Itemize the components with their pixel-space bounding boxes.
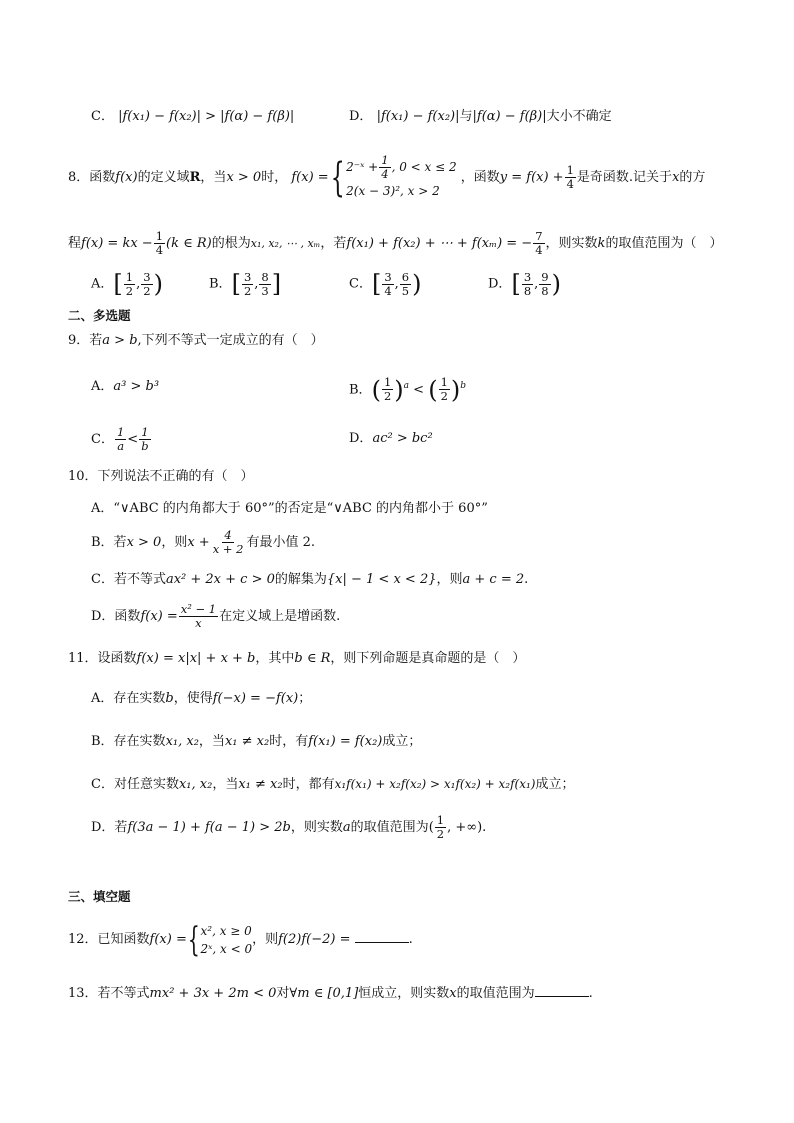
q10-stem: 10．下列说法不正确的有（ ） [68, 469, 254, 484]
fraction [382, 376, 393, 403]
fraction [139, 426, 150, 453]
math-expression: x₁f(x₁) + x₂f(x₂) > x₁f(x₂) + x₂f(x₁) [334, 777, 536, 791]
math-expression: f(x) [115, 170, 138, 185]
numerator: 9 [541, 269, 549, 284]
q8-option-d: D．[ $\frac{3}{8}$ , $\frac{9}{8}$ ) [488, 269, 561, 298]
math-expression: , 0 < x ≤ 2 [391, 160, 457, 174]
text: ,下列不等式一定成立的有（ ） [137, 333, 324, 348]
text: 13．若不等式 [68, 986, 150, 1001]
text: 成立； [535, 777, 575, 792]
numerator: 1 [116, 425, 125, 439]
option-label: D． [349, 109, 373, 124]
case-2: 2(x − 3)², x > 2 [346, 184, 440, 198]
math-expression: a + c = 2 [462, 572, 525, 587]
denominator: x [195, 616, 202, 630]
fraction [259, 271, 270, 298]
fraction [211, 529, 246, 556]
bracket: [ [511, 270, 521, 298]
math-expression: f(x) = [140, 609, 178, 624]
math-expression: |f(x₁) − f(x₂)| [376, 109, 460, 124]
option-label: A． [91, 276, 114, 292]
q10-option-a: A．“∨ABC 的内角都大于 60°”的否定是“∨ABC 的内角都小于 60°” [91, 501, 488, 516]
text: 与 [459, 109, 473, 124]
q9-option-c [91, 424, 152, 456]
text: A．存在实数 [91, 691, 166, 706]
math-expression: f(x) = kx − [81, 236, 153, 251]
denominator: 5 [401, 283, 410, 298]
bracket: ) [153, 270, 163, 298]
q8-stem-line2 [68, 229, 722, 259]
case-1: x², x ≥ 0 [200, 923, 252, 938]
math-expression: f(x) = [149, 932, 187, 947]
text: . [408, 932, 413, 947]
text: C．若不等式 [91, 572, 166, 587]
text: 成立； [382, 734, 422, 749]
text: ，其中 [255, 651, 295, 666]
numerator: 8 [261, 269, 269, 284]
fraction [154, 230, 165, 257]
bracket: [ [231, 270, 241, 298]
math-expression: ∀m ∈ [0,1] [289, 986, 359, 1001]
text: 9．若 [68, 333, 103, 348]
text: 的取值范围为 [350, 820, 429, 835]
text: 时，有 [269, 734, 309, 749]
fraction [565, 164, 576, 191]
text: 时，都有 [282, 777, 335, 792]
text: . [524, 572, 529, 587]
denominator: 2 [436, 827, 445, 841]
text: ，则实数 [290, 820, 343, 835]
fraction [179, 603, 218, 630]
text: 11．设函数 [68, 651, 137, 666]
text: D．若 [91, 820, 128, 835]
text: ，若 [320, 236, 347, 251]
q11-option-b [91, 733, 421, 751]
denominator: b [141, 439, 149, 453]
math-expression: a > b [102, 333, 138, 348]
text: B．存在实数 [91, 734, 166, 749]
fraction [242, 271, 253, 298]
text: 函数 [89, 170, 116, 185]
fraction [382, 271, 393, 298]
denominator: 8 [523, 283, 532, 298]
math-expression: x > 0 [226, 170, 262, 185]
text: ，则 [252, 932, 279, 947]
math-symbol: k [597, 236, 606, 251]
denominator: 2 [125, 283, 134, 298]
text: ，当 [212, 777, 239, 792]
text: B．若 [91, 535, 127, 550]
math-expression: x₁ ≠ x₂ [224, 734, 270, 749]
math-symbol: ( [428, 820, 434, 835]
denominator: 4 [535, 243, 543, 257]
q11-option-c [91, 775, 575, 794]
math-symbol: < [413, 382, 425, 398]
q8-option-b: B．[ $\frac{3}{2}$ , $\frac{8}{3}$ ] [209, 269, 282, 298]
fraction [400, 271, 411, 298]
fraction [533, 230, 544, 257]
math-expression: x₁, x₂ [165, 734, 199, 749]
text: ，函数 [460, 170, 500, 185]
text: . [588, 986, 593, 1001]
text: ，当 [198, 734, 225, 749]
text: 的方 [679, 170, 706, 185]
numerator: 4 [224, 528, 232, 542]
denominator: x + 2 [212, 542, 244, 556]
q8-option-c: C．[ $\frac{3}{4}$ , $\frac{6}{5}$ ) [349, 269, 422, 298]
q12-stem [68, 918, 413, 962]
q11-option-d [91, 811, 486, 845]
math-expression: x > 0 [126, 535, 162, 550]
denominator: a [117, 439, 125, 453]
text: ，当 [200, 170, 227, 185]
bracket: ] [271, 270, 282, 298]
fraction [141, 271, 152, 298]
q7-option-c [91, 108, 294, 126]
math-expression: f(2)f(−2) = [278, 932, 351, 947]
denominator: 4 [566, 177, 574, 191]
math-expression: mx² + 3x + 2m < 0 [149, 986, 277, 1001]
text: D．函数 [91, 609, 141, 624]
q11-stem [68, 650, 525, 668]
option-label: C． [91, 109, 114, 124]
numerator: 6 [401, 269, 410, 284]
text: 是奇函数.记关于 [576, 170, 673, 185]
denominator: 2 [440, 389, 448, 404]
option-label: D． [349, 431, 373, 446]
q9-option-a [91, 378, 159, 396]
math-expression: f(−x) = −f(x) [212, 691, 299, 706]
math-expression: {x| − 1 < x < 2} [326, 572, 437, 587]
left-brace: { [187, 919, 200, 960]
math-expression: x₁, x₂, ⋯ , xₘ [250, 237, 321, 250]
math-expression: x₁, x₂ [178, 777, 213, 792]
numerator: 1 [436, 813, 445, 827]
q8-option-a: A．[ $\frac{1}{2}$ , $\frac{3}{2}$ ) [91, 269, 163, 298]
q13-stem [68, 984, 593, 1003]
denominator: 4 [155, 243, 164, 257]
math-expression: f(x₁) + f(x₂) + ⋯ + f(xₘ) = − [346, 236, 533, 251]
math-expression: f(x) = x|x| + x + b [136, 651, 256, 666]
piecewise-cases [201, 922, 253, 958]
exponent: a [403, 381, 410, 391]
numerator: x² − 1 [180, 602, 217, 616]
text: 有最小值 2. [246, 535, 315, 550]
math-symbol: b [165, 691, 174, 706]
text: 的定义域 [137, 170, 190, 185]
numerator: 1 [383, 375, 392, 390]
text: ，则 [436, 572, 463, 587]
text: C．对任意实数 [91, 777, 179, 792]
q9-option-d [349, 430, 433, 448]
math-expression: x₁ ≠ x₂ [238, 777, 283, 792]
text: 的取值范围为 [456, 986, 535, 1001]
text: 的取值范围为（ ） [605, 236, 723, 251]
q8-stem-line1 [68, 154, 705, 201]
math-expression: f(x₁) = f(x₂) [308, 734, 383, 749]
text: ，使得 [173, 691, 213, 706]
math-expression: x + [187, 535, 210, 550]
math-expression: |f(x₁) − f(x₂)| > |f(α) − f(β)| [118, 109, 295, 124]
math-expression: (k ∈ R) [166, 236, 212, 251]
text: 大小不确定 [546, 109, 612, 124]
answer-blank[interactable] [535, 984, 589, 997]
q9-stem [68, 332, 324, 350]
math-expression: |f(α) − f(β)| [472, 109, 547, 124]
section-heading-multiple-choice: 二、多选题 [68, 308, 131, 323]
case-2: 2ˣ, x < 0 [200, 941, 253, 956]
text: 程 [68, 236, 82, 251]
q11-option-a [91, 690, 311, 708]
math-symbol: x [449, 986, 457, 1001]
numerator: 1 [141, 425, 149, 439]
fraction [435, 814, 446, 841]
piecewise-cases [346, 154, 456, 201]
q7-option-d [349, 108, 612, 126]
math-symbol: x [672, 170, 680, 185]
numerator: 7 [535, 229, 543, 243]
text: ； [298, 691, 312, 706]
math-symbol: < [127, 432, 139, 447]
denominator: 2 [143, 283, 151, 298]
fraction [522, 271, 533, 298]
paren: ( [371, 375, 381, 404]
text: 时， [261, 170, 288, 185]
denominator: 2 [383, 389, 392, 404]
math-expression: ac² > bc² [372, 431, 433, 446]
paren: ( [428, 375, 438, 404]
numerator: 1 [566, 163, 574, 177]
text: ，则实数 [545, 236, 598, 251]
math-expression: f(3a − 1) + f(a − 1) > 2b [127, 820, 291, 835]
numerator: 1 [155, 229, 164, 243]
math-expression: , +∞) [447, 820, 483, 835]
text: 对 [276, 986, 290, 1001]
math-expression: f(x) = [291, 170, 329, 185]
case-1 [346, 154, 456, 181]
text: 恒成立，则实数 [358, 986, 450, 1001]
text: 的根为 [211, 236, 251, 251]
numerator: 1 [440, 375, 448, 390]
denominator: 2 [243, 283, 252, 298]
fraction [379, 154, 390, 181]
numerator: 3 [384, 269, 392, 284]
bracket: [ [371, 270, 382, 298]
math-symbol: R [189, 170, 201, 185]
option-label: C． [349, 276, 372, 292]
numerator: 1 [125, 269, 134, 284]
denominator: 4 [384, 283, 392, 298]
fraction [124, 271, 135, 298]
numerator: 3 [243, 269, 252, 284]
option-label: D． [488, 276, 512, 292]
fraction [439, 376, 450, 403]
q10-option-c [91, 571, 528, 589]
text: 在定义域上是增函数. [219, 609, 341, 624]
math-expression: a³ > b³ [113, 379, 160, 394]
q10-option-d [91, 600, 340, 634]
option-label: B． [209, 276, 232, 292]
math-expression: ax² + 2x + c > 0 [165, 572, 275, 587]
denominator: 4 [381, 167, 389, 181]
q10-option-b [91, 526, 315, 560]
text: 12．已知函数 [68, 932, 150, 947]
fraction [539, 271, 550, 298]
text: ，则下列命题是真命题的是（ ） [330, 651, 526, 666]
math-symbol: a [342, 820, 351, 835]
numerator: 3 [143, 269, 151, 284]
text: . [482, 820, 487, 835]
left-brace: { [330, 154, 345, 201]
option-label: C． [91, 432, 114, 447]
bracket: ) [412, 270, 422, 298]
denominator: 3 [261, 283, 269, 298]
answer-blank[interactable] [355, 930, 409, 943]
option-label: B． [349, 382, 372, 398]
paren: ) [450, 375, 461, 404]
bracket: [ [113, 270, 123, 298]
paren: ) [394, 375, 404, 404]
question-number: 8． [68, 170, 90, 185]
denominator: 8 [541, 283, 549, 298]
fraction [115, 426, 126, 453]
numerator: 1 [381, 153, 389, 167]
section-heading-fill-in: 三、填空题 [68, 889, 131, 904]
exponent: b [460, 381, 467, 391]
bracket: ) [551, 270, 561, 298]
text: ，则 [161, 535, 188, 550]
text: 的解集为 [274, 572, 327, 587]
q9-option-b [349, 368, 466, 408]
math-expression: 2⁻ˣ + [346, 160, 379, 174]
math-expression: b ∈ R [294, 651, 331, 666]
numerator: 3 [523, 269, 532, 284]
math-expression: y = f(x) + [499, 170, 564, 185]
option-label: A． [91, 379, 114, 394]
